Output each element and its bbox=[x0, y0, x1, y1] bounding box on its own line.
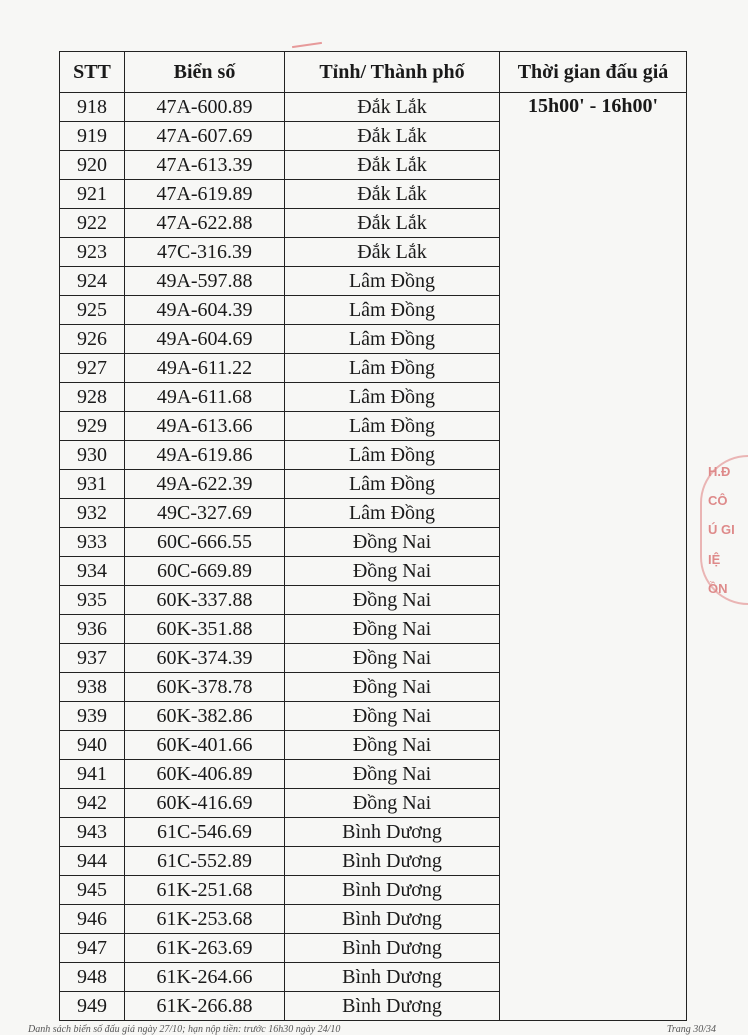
cell-stt: 919 bbox=[60, 122, 125, 151]
cell-province: Bình Dương bbox=[285, 818, 500, 847]
cell-plate: 47A-619.89 bbox=[125, 180, 285, 209]
cell-province: Lâm Đồng bbox=[285, 412, 500, 441]
cell-province: Đồng Nai bbox=[285, 673, 500, 702]
cell-stt: 928 bbox=[60, 383, 125, 412]
cell-plate: 60K-337.88 bbox=[125, 586, 285, 615]
cell-province: Bình Dương bbox=[285, 934, 500, 963]
cell-plate: 47A-622.88 bbox=[125, 209, 285, 238]
auction-table bbox=[59, 51, 687, 1021]
cell-plate: 49A-619.86 bbox=[125, 441, 285, 470]
cell-plate: 49A-604.69 bbox=[125, 325, 285, 354]
cell-province: Bình Dương bbox=[285, 847, 500, 876]
cell-province: Đồng Nai bbox=[285, 586, 500, 615]
cell-province: Lâm Đồng bbox=[285, 441, 500, 470]
cell-stt: 924 bbox=[60, 267, 125, 296]
cell-plate: 47A-600.89 bbox=[125, 93, 285, 122]
cell-plate: 47C-316.39 bbox=[125, 238, 285, 267]
cell-plate: 60C-669.89 bbox=[125, 557, 285, 586]
cell-plate: 61C-552.89 bbox=[125, 847, 285, 876]
cell-plate: 60C-666.55 bbox=[125, 528, 285, 557]
cell-province: Bình Dương bbox=[285, 992, 500, 1021]
table-row bbox=[60, 93, 687, 122]
cell-stt: 930 bbox=[60, 441, 125, 470]
cell-province: Lâm Đồng bbox=[285, 383, 500, 412]
cell-stt: 927 bbox=[60, 354, 125, 383]
cell-stt: 948 bbox=[60, 963, 125, 992]
cell-stt: 937 bbox=[60, 644, 125, 673]
cell-plate: 60K-351.88 bbox=[125, 615, 285, 644]
cell-province: Đồng Nai bbox=[285, 760, 500, 789]
cell-plate: 61K-251.68 bbox=[125, 876, 285, 905]
cell-plate: 49A-611.22 bbox=[125, 354, 285, 383]
cell-stt: 942 bbox=[60, 789, 125, 818]
red-stamp bbox=[700, 455, 748, 605]
cell-stt: 934 bbox=[60, 557, 125, 586]
cell-stt: 946 bbox=[60, 905, 125, 934]
cell-plate: 49A-604.39 bbox=[125, 296, 285, 325]
cell-stt: 925 bbox=[60, 296, 125, 325]
cell-province: Đồng Nai bbox=[285, 557, 500, 586]
stamp-text: H.Đ bbox=[708, 464, 731, 480]
cell-plate: 60K-374.39 bbox=[125, 644, 285, 673]
cell-stt: 947 bbox=[60, 934, 125, 963]
cell-province: Lâm Đồng bbox=[285, 267, 500, 296]
cell-province: Đồng Nai bbox=[285, 789, 500, 818]
cell-stt: 939 bbox=[60, 702, 125, 731]
cell-province: Đắk Lắk bbox=[285, 122, 500, 151]
cell-plate: 60K-406.89 bbox=[125, 760, 285, 789]
cell-province: Đồng Nai bbox=[285, 731, 500, 760]
cell-province: Đắk Lắk bbox=[285, 238, 500, 267]
cell-province: Đồng Nai bbox=[285, 702, 500, 731]
cell-plate: 47A-607.69 bbox=[125, 122, 285, 151]
header-auction-time: Thời gian đấu giá bbox=[500, 52, 687, 93]
cell-plate: 60K-378.78 bbox=[125, 673, 285, 702]
cell-stt: 938 bbox=[60, 673, 125, 702]
cell-stt: 922 bbox=[60, 209, 125, 238]
stamp-text: CÔ bbox=[708, 493, 728, 509]
cell-plate: 61K-266.88 bbox=[125, 992, 285, 1021]
cell-province: Đắk Lắk bbox=[285, 180, 500, 209]
cell-province: Lâm Đồng bbox=[285, 354, 500, 383]
cell-province: Đồng Nai bbox=[285, 528, 500, 557]
cell-stt: 949 bbox=[60, 992, 125, 1021]
cell-province: Đắk Lắk bbox=[285, 93, 500, 122]
cell-plate: 60K-382.86 bbox=[125, 702, 285, 731]
cell-plate: 61K-253.68 bbox=[125, 905, 285, 934]
table-body bbox=[60, 93, 687, 1021]
cell-plate: 49A-613.66 bbox=[125, 412, 285, 441]
cell-stt: 931 bbox=[60, 470, 125, 499]
page-number: Trang 30/34 bbox=[666, 1024, 716, 1035]
header-stt: STT bbox=[60, 52, 125, 93]
pen-mark bbox=[292, 42, 322, 48]
stamp-text: IỆ bbox=[708, 551, 721, 567]
cell-plate: 49A-597.88 bbox=[125, 267, 285, 296]
cell-stt: 944 bbox=[60, 847, 125, 876]
cell-plate: 60K-401.66 bbox=[125, 731, 285, 760]
cell-stt: 940 bbox=[60, 731, 125, 760]
stamp-text: ỒN bbox=[708, 580, 728, 596]
cell-stt: 945 bbox=[60, 876, 125, 905]
cell-plate: 60K-416.69 bbox=[125, 789, 285, 818]
cell-province: Lâm Đồng bbox=[285, 499, 500, 528]
stamp-text: Ú GI bbox=[708, 522, 735, 538]
footer-note: Danh sách biển số đấu giá ngày 27/10; hạn nộp tiền: trước 16h30 ngày 24/10 bbox=[28, 1024, 341, 1035]
cell-stt: 936 bbox=[60, 615, 125, 644]
cell-stt: 929 bbox=[60, 412, 125, 441]
cell-province: Lâm Đồng bbox=[285, 470, 500, 499]
cell-stt: 918 bbox=[60, 93, 125, 122]
cell-stt: 943 bbox=[60, 818, 125, 847]
cell-province: Đắk Lắk bbox=[285, 209, 500, 238]
cell-stt: 921 bbox=[60, 180, 125, 209]
cell-stt: 920 bbox=[60, 151, 125, 180]
cell-plate: 49C-327.69 bbox=[125, 499, 285, 528]
cell-stt: 941 bbox=[60, 760, 125, 789]
cell-plate: 47A-613.39 bbox=[125, 151, 285, 180]
cell-province: Đồng Nai bbox=[285, 644, 500, 673]
cell-stt: 935 bbox=[60, 586, 125, 615]
header-plate: Biển số bbox=[125, 52, 285, 93]
cell-auction-time: 15h00' - 16h00' bbox=[500, 93, 687, 1021]
cell-plate: 61K-263.69 bbox=[125, 934, 285, 963]
cell-stt: 926 bbox=[60, 325, 125, 354]
cell-plate: 61K-264.66 bbox=[125, 963, 285, 992]
cell-plate: 61C-546.69 bbox=[125, 818, 285, 847]
cell-province: Lâm Đồng bbox=[285, 325, 500, 354]
cell-province: Bình Dương bbox=[285, 905, 500, 934]
cell-plate: 49A-611.68 bbox=[125, 383, 285, 412]
cell-stt: 933 bbox=[60, 528, 125, 557]
cell-province: Bình Dương bbox=[285, 876, 500, 905]
table-header-row bbox=[60, 52, 687, 93]
cell-stt: 932 bbox=[60, 499, 125, 528]
cell-province: Đồng Nai bbox=[285, 615, 500, 644]
cell-province: Đắk Lắk bbox=[285, 151, 500, 180]
cell-province: Bình Dương bbox=[285, 963, 500, 992]
cell-province: Lâm Đồng bbox=[285, 296, 500, 325]
cell-plate: 49A-622.39 bbox=[125, 470, 285, 499]
cell-stt: 923 bbox=[60, 238, 125, 267]
header-province: Tỉnh/ Thành phố bbox=[285, 52, 500, 93]
